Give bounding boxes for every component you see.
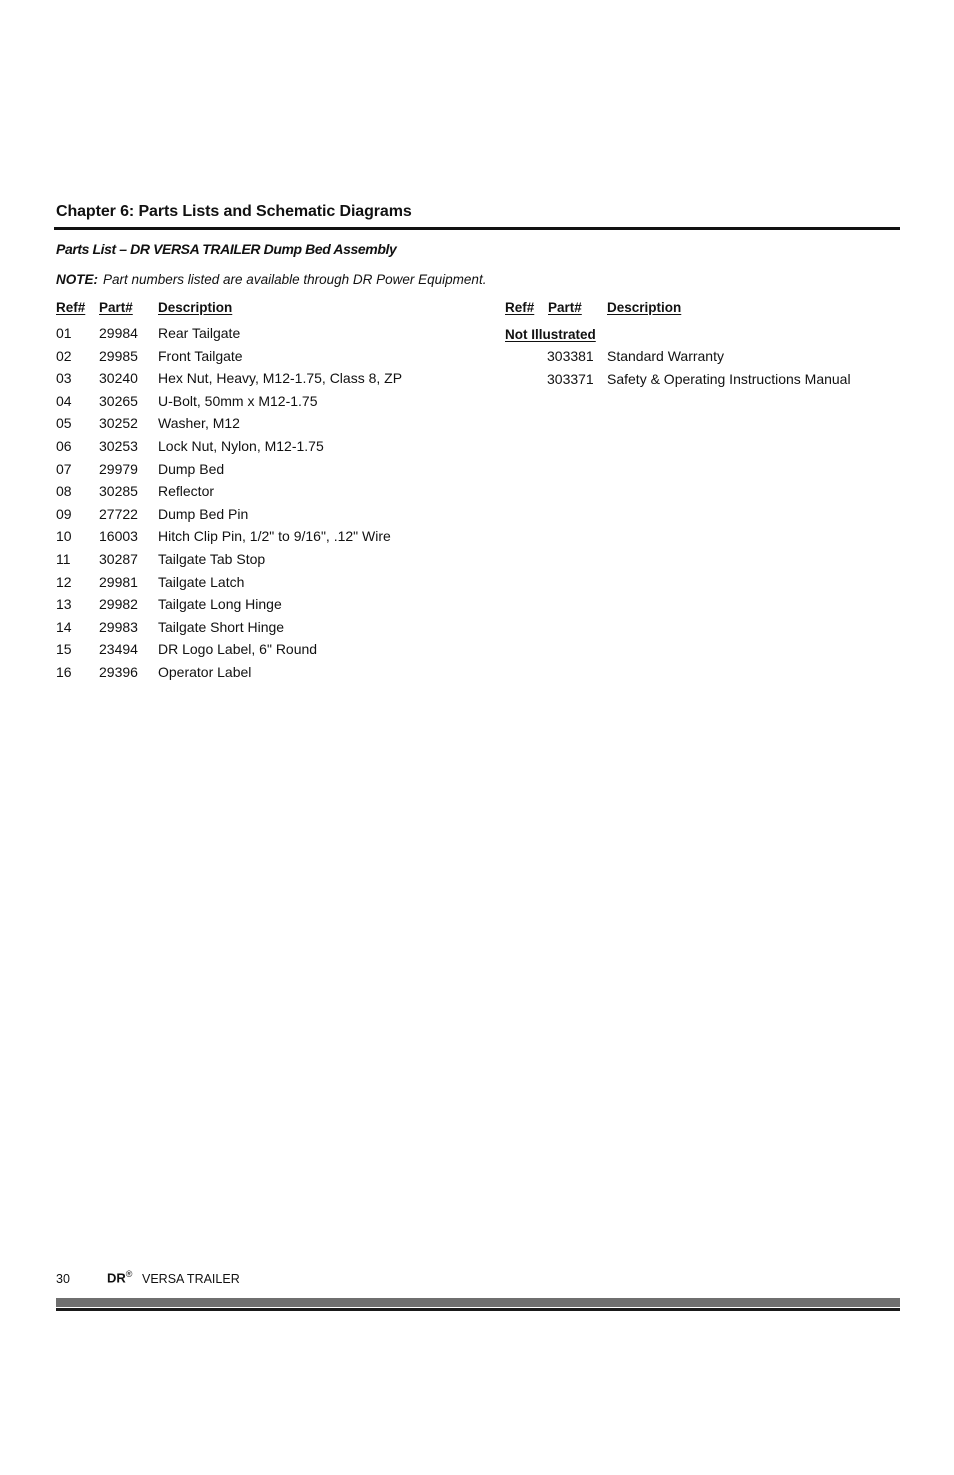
page-number: 30 [56, 1272, 70, 1286]
part-cell: 16003 [99, 528, 138, 545]
part-cell: 303371 [547, 370, 594, 387]
ref-cell: 03 [56, 370, 72, 387]
chapter-rule [54, 227, 900, 230]
parts-list-title: Parts List – DR VERSA TRAILER Dump Bed Assembly [56, 241, 397, 257]
part-cell: 29396 [99, 663, 138, 680]
description-cell: Hitch Clip Pin, 1/2" to 9/16", .12" Wire [158, 528, 391, 545]
ref-cell: 05 [56, 415, 72, 432]
part-cell: 29985 [99, 347, 138, 364]
brand-name: DR [107, 1270, 126, 1286]
right-header-ref: Ref# [505, 300, 535, 315]
description-cell: Tailgate Short Hinge [158, 618, 285, 635]
part-cell: 29979 [99, 460, 138, 477]
part-cell: 30253 [99, 437, 138, 454]
ref-cell: 10 [56, 528, 72, 545]
description-cell: Hex Nut, Heavy, M12-1.75, Class 8, ZP [158, 370, 403, 387]
ref-cell: 15 [56, 641, 72, 658]
right-header-description: Description [607, 300, 682, 315]
description-cell: Tailgate Latch [158, 573, 245, 590]
description-cell: Washer, M12 [158, 415, 240, 432]
registered-mark: ® [125, 1269, 133, 1279]
description-cell: Standard Warranty [607, 348, 724, 364]
description-cell: Lock Nut, Nylon, M12-1.75 [158, 437, 324, 454]
note [56, 272, 486, 287]
ref-cell: 02 [56, 347, 72, 364]
part-cell: 29981 [99, 573, 138, 590]
part-cell: 30240 [99, 370, 138, 387]
note-text: Part numbers listed are available through DR Power Equipment. [103, 272, 487, 287]
ref-cell: 08 [56, 483, 72, 500]
ref-cell: 06 [56, 437, 72, 454]
chapter-title: Chapter 6: Parts Lists and Schematic Diagrams [56, 203, 412, 220]
not-illustrated-heading: Not Illustrated [505, 327, 596, 342]
description-cell: U-Bolt, 50mm x M12-1.75 [158, 392, 318, 409]
left-header-ref: Ref# [56, 300, 86, 315]
ref-cell: 01 [56, 325, 72, 341]
description-cell: DR Logo Label, 6" Round [158, 641, 318, 658]
footer-model: VERSA TRAILER [142, 1272, 240, 1286]
ref-cell: 11 [56, 550, 71, 567]
left-header-part: Part# [99, 300, 133, 315]
ref-cell: 04 [56, 392, 72, 409]
footer-bar-dark [56, 1308, 900, 1311]
ref-cell: 14 [56, 618, 72, 635]
ref-cell: 16 [56, 663, 72, 680]
part-cell: 29983 [99, 618, 138, 635]
part-cell: 30285 [99, 483, 138, 500]
footer-brand [107, 1269, 132, 1285]
part-cell: 303381 [547, 348, 594, 364]
part-cell: 29982 [99, 596, 138, 613]
description-cell: Front Tailgate [158, 347, 243, 364]
left-header-description: Description [158, 300, 233, 315]
description-cell: Dump Bed [158, 460, 225, 477]
description-cell: Reflector [158, 483, 215, 500]
part-cell: 29984 [99, 325, 138, 341]
description-cell: Operator Label [158, 663, 252, 680]
part-cell: 27722 [99, 505, 138, 522]
ref-cell: 13 [56, 596, 72, 613]
part-cell: 30252 [99, 415, 138, 432]
description-cell: Tailgate Long Hinge [158, 596, 282, 613]
part-cell: 30265 [99, 392, 138, 409]
ref-cell: 12 [56, 573, 72, 590]
part-cell: 30287 [99, 550, 138, 567]
footer-bar [56, 1298, 900, 1307]
ref-cell: 09 [56, 505, 72, 522]
description-cell: Safety & Operating Instructions Manual [607, 370, 851, 387]
right-header-part: Part# [548, 300, 582, 315]
description-cell: Dump Bed Pin [158, 505, 249, 522]
description-cell: Tailgate Tab Stop [158, 550, 266, 567]
note-label: NOTE: [56, 272, 98, 287]
part-cell: 23494 [99, 641, 138, 658]
description-cell: Rear Tailgate [158, 325, 241, 341]
ref-cell: 07 [56, 460, 72, 477]
